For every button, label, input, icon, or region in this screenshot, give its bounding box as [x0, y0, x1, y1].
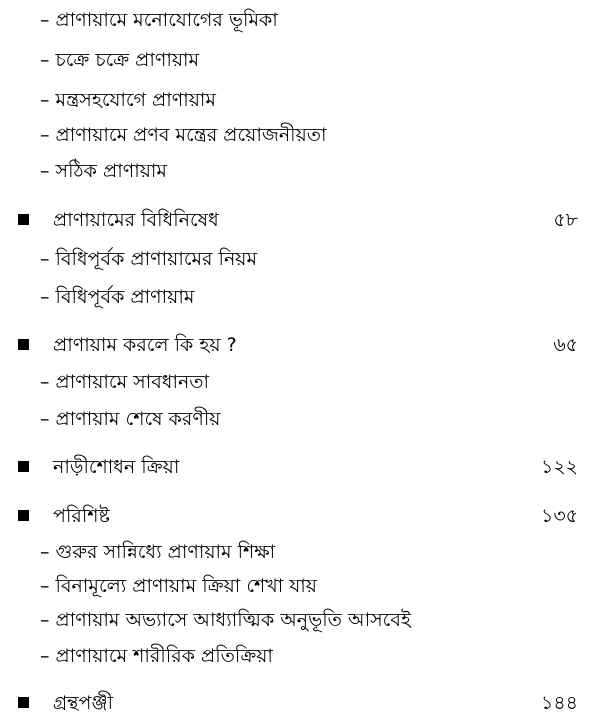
- toc-sub-entry: – প্রাণায়ামে শারীরিক প্রতিক্রিয়া: [40, 645, 273, 667]
- page-number: ১২২: [540, 456, 578, 478]
- section-title: নাড়ীশোধন ক্রিয়া: [53, 456, 180, 478]
- toc-sub-entry: – মন্ত্রসহযোগে প্রাণায়াম: [40, 89, 216, 111]
- toc-section-entry: [18, 503, 578, 529]
- toc-section-entry: [18, 332, 578, 358]
- toc-sub-entry: – প্রাণায়াম অভ্যাসে আধ্যাত্মিক অনুভূতি আসবেই: [40, 609, 411, 631]
- toc-sub-entry: – বিধিপূর্বক প্রাণায়ামের নিয়ম: [40, 248, 258, 270]
- section-title: গ্রন্থপঞ্জী: [53, 692, 114, 714]
- square-bullet-icon: [18, 510, 29, 521]
- section-title: প্রাণায়ামের বিধিনিষেধ: [53, 209, 219, 231]
- page-number: ৬৫: [553, 334, 578, 356]
- toc-sub-entry: – চক্রে চক্রে প্রাণায়াম: [40, 49, 200, 71]
- toc-section-entry: [18, 207, 578, 233]
- toc-sub-entry: – সঠিক প্রাণায়াম: [40, 160, 167, 182]
- toc-sub-entry: – প্রাণায়াম শেষে করণীয়: [40, 408, 221, 430]
- toc-sub-entry: – প্রাণায়ামে সাবধানতা: [40, 371, 210, 393]
- toc-sub-entry: – বিধিপূর্বক প্রাণায়াম: [40, 286, 195, 308]
- toc-sub-entry: – প্রাণায়ামে প্রণব মন্ত্রের প্রয়োজনীয়তা: [40, 124, 327, 146]
- toc-sub-entry: – বিনামূল্যে প্রাণায়াম ক্রিয়া শেখা যায়: [40, 575, 317, 597]
- square-bullet-icon: [18, 461, 29, 472]
- page-number: ১৪৪: [541, 692, 578, 714]
- square-bullet-icon: [18, 339, 29, 350]
- square-bullet-icon: [18, 697, 29, 708]
- toc-section-entry: [18, 690, 578, 716]
- toc-sub-entry: – গুরুর সান্নিধ্যে প্রাণায়াম শিক্ষা: [40, 541, 276, 563]
- page-number: ৫৮: [553, 209, 578, 231]
- toc-sub-entry: – প্রাণায়ামে মনোযোগের ভূমিকা: [40, 9, 278, 31]
- square-bullet-icon: [18, 214, 29, 225]
- section-title: পরিশিষ্ট: [53, 505, 110, 527]
- toc-section-entry: [18, 454, 578, 480]
- section-title: প্রাণায়াম করলে কি হয় ?: [53, 334, 237, 356]
- page-number: ১৩৫: [540, 505, 578, 527]
